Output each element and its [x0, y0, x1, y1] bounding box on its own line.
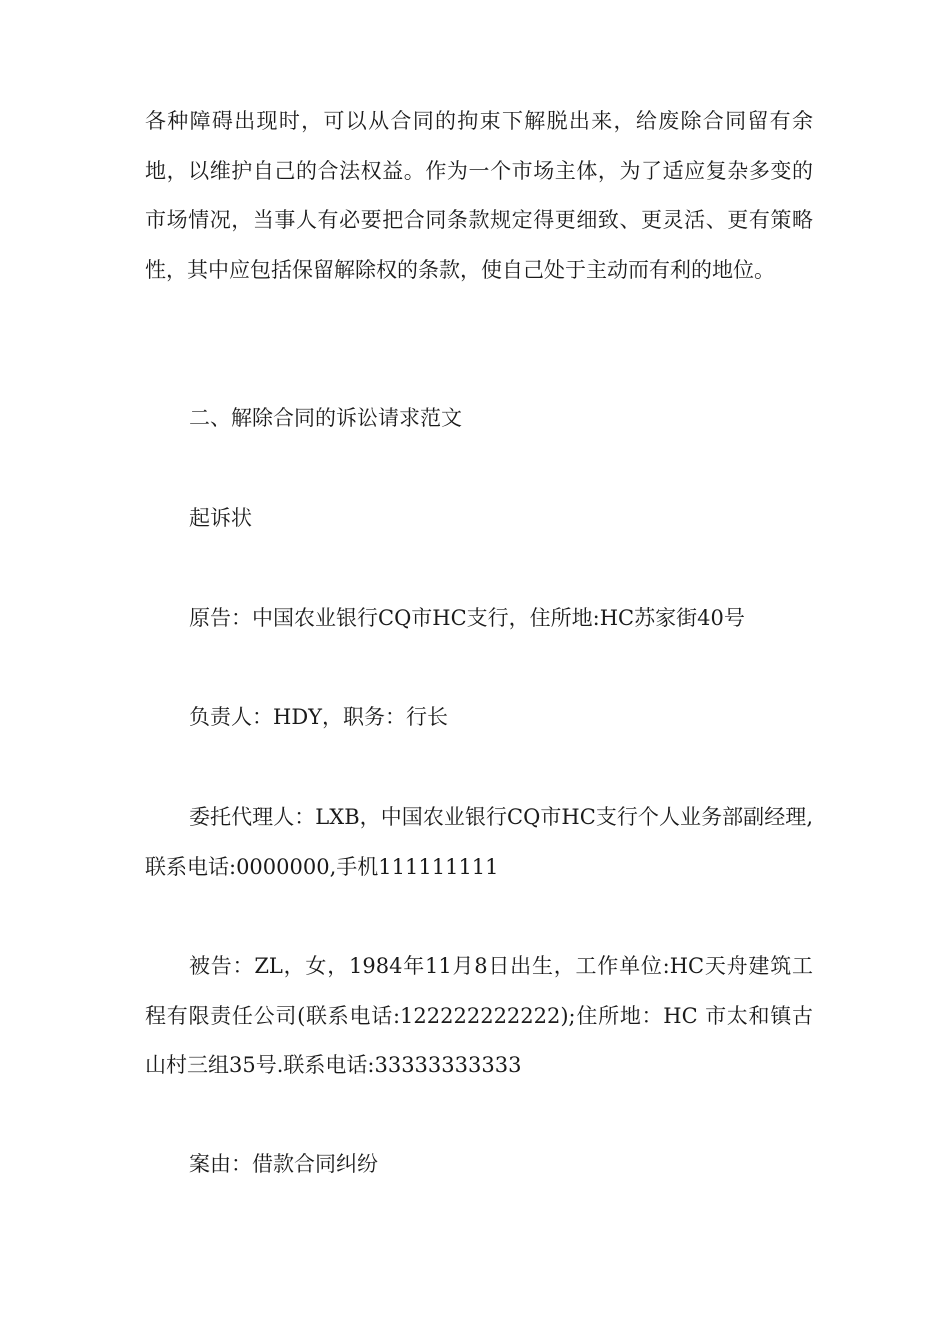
document-title: 起诉状	[189, 506, 252, 530]
paragraph-intro-continuation: 各种障碍出现时，可以从合同的拘束下解脱出来，给废除合同留有余地，以维护自己的合法权益。作为一个市场主体，为了适应复杂多变的市场情况，当事人有必要把合同条款规定得更细致、更灵活、更有策略性，其中应包括保留解除权的条款，使自己处于主动而有利的地位。	[145, 109, 813, 282]
agent-paragraph: 委托代理人：LXB，中国农业银行CQ市HC支行个人业务部副经理,联系电话:0000000,手机111111111	[145, 805, 813, 879]
responsible-person-line: 负责人：HDY，职务：行长	[189, 705, 449, 729]
plaintiff-line: 原告：中国农业银行CQ市HC支行，住所地:HC苏家街40号	[189, 606, 745, 630]
section-heading: 二、解除合同的诉讼请求范文	[189, 406, 462, 430]
case-cause-line: 案由：借款合同纠纷	[189, 1152, 378, 1176]
defendant-paragraph: 被告：ZL，女，1984年11月8日出生，工作单位:HC天舟建筑工程有限责任公司(联系电话:122222222222);住所地：HC 市太和镇古山村三组35号.联系电话:33333333333	[145, 954, 813, 1077]
